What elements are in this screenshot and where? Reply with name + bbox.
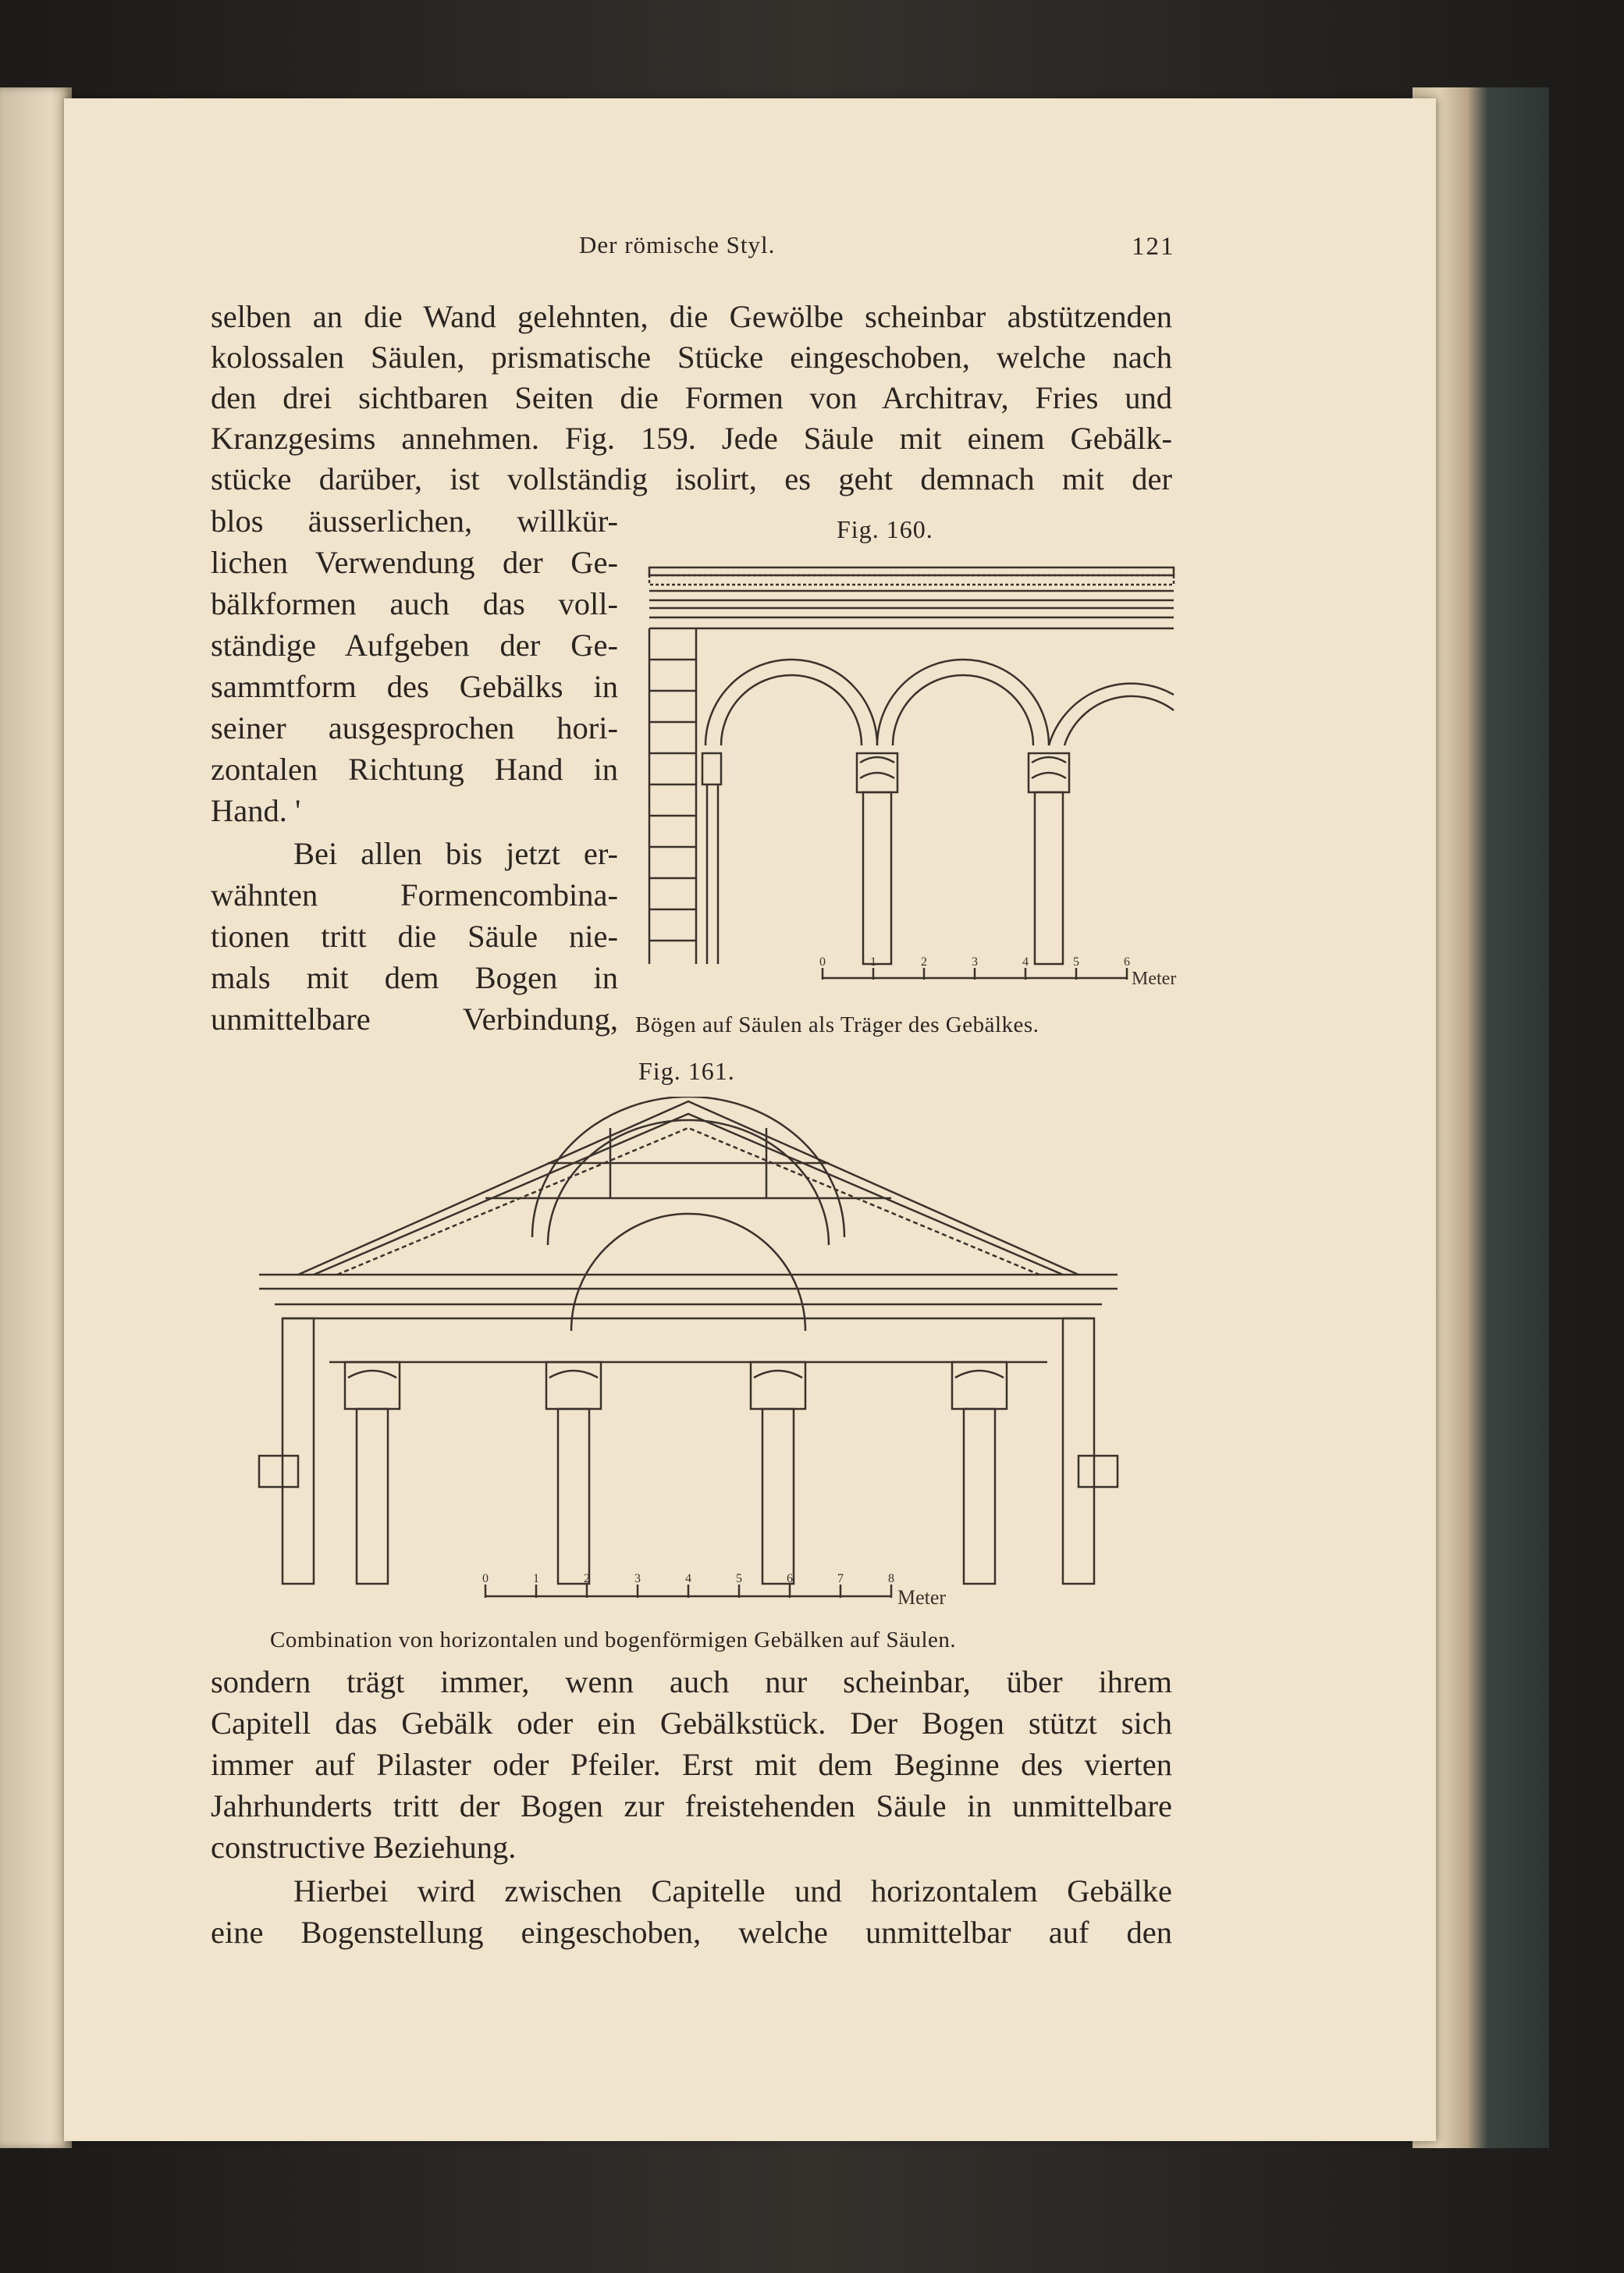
scale-tick-label: 5 — [736, 1572, 742, 1585]
text-line: ständige Aufgeben der Ge- — [211, 628, 618, 663]
facing-page-edge — [0, 87, 72, 2148]
scale-tick-label: 1 — [533, 1572, 539, 1585]
text-line: mals mit dem Bogen in — [211, 960, 618, 995]
page-number: 121 — [1132, 233, 1175, 261]
text-line: wähnten Formencombina- — [211, 877, 618, 912]
text-line: Hand. ' — [211, 793, 301, 828]
scale-tick-label: 8 — [888, 1572, 894, 1585]
text-line: Jahrhunderts tritt der Bogen zur freistehenden Säule in unmittelbare — [211, 1788, 1172, 1823]
scale-unit-label: Meter — [1132, 969, 1177, 989]
scale-tick-label: 4 — [1022, 955, 1029, 969]
text-line: eine Bogenstellung eingeschoben, welche unmittelbar auf den — [211, 1915, 1172, 1950]
scale-tick-label: 5 — [1073, 955, 1079, 969]
text-line: den drei sichtbaren Seiten die Formen von Architrav, Fries und — [211, 380, 1172, 415]
scale-tick-label: 4 — [685, 1572, 691, 1585]
figure-161-caption: Combination von horizontalen und bogenförmigen Gebälken auf Säulen. — [270, 1627, 957, 1652]
text-line: Kranzgesims annehmen. Fig. 159. Jede Säule mit einem Gebälk- — [211, 421, 1172, 456]
figure-161-label: Fig. 161. — [638, 1057, 735, 1085]
figure-160-label: Fig. 160. — [837, 515, 933, 543]
scale-tick-label: 0 — [482, 1572, 489, 1585]
text-line: immer auf Pilaster oder Pfeiler. Erst mit dem Beginne des vierten — [211, 1747, 1172, 1782]
text-line: selben an die Wand gelehnten, die Gewölbe scheinbar abstützenden — [211, 299, 1172, 334]
text-line: Hierbei wird zwischen Capitelle und horizontalem Gebälke — [293, 1873, 1172, 1908]
text-line: sondern trägt immer, wenn auch nur scheinbar, über ihrem — [211, 1664, 1172, 1699]
figure-161-pediment-illustration — [251, 1097, 1125, 1616]
scale-tick-label: 6 — [1124, 955, 1130, 969]
text-line: zontalen Richtung Hand in — [211, 752, 618, 787]
scale-unit-label: Meter — [897, 1586, 947, 1609]
text-line: stücke darüber, ist vollständig isolirt, es geht demnach mit der — [211, 461, 1172, 496]
running-head-title: Der römische Styl. — [579, 231, 776, 258]
text-line: seiner ausgesprochen hori- — [211, 710, 618, 745]
text-line: bälkformen auch das voll- — [211, 586, 618, 621]
text-line: Bei allen bis jetzt er- — [293, 836, 618, 871]
text-line: blos äusserlichen, willkür- — [211, 503, 618, 539]
scale-tick-label: 3 — [634, 1572, 641, 1585]
text-line: tionen tritt die Säule nie- — [211, 919, 618, 954]
scale-tick-label: 2 — [921, 955, 927, 969]
text-line: constructive Beziehung. — [211, 1830, 517, 1865]
text-line: Capitell das Gebälk oder ein Gebälkstück. Der Bogen stützt sich — [211, 1706, 1172, 1741]
scale-tick-label: 6 — [787, 1572, 793, 1585]
scale-tick-label: 1 — [870, 955, 876, 969]
text-line: lichen Verwendung der Ge- — [211, 545, 618, 580]
scale-tick-label: 3 — [972, 955, 978, 969]
text-line: unmittelbare Verbindung, — [211, 1001, 618, 1037]
text-line: sammtform des Gebälks in — [211, 669, 618, 704]
scale-tick-label: 7 — [837, 1572, 844, 1585]
text-line: kolossalen Säulen, prismatische Stücke eingeschoben, welche nach — [211, 340, 1172, 375]
scale-tick-label: 0 — [819, 955, 826, 969]
figure-160-arcade-illustration — [643, 558, 1182, 999]
figure-160-caption: Bögen auf Säulen als Träger des Gebälkes. — [635, 1012, 1039, 1037]
scale-tick-label: 2 — [584, 1572, 590, 1585]
